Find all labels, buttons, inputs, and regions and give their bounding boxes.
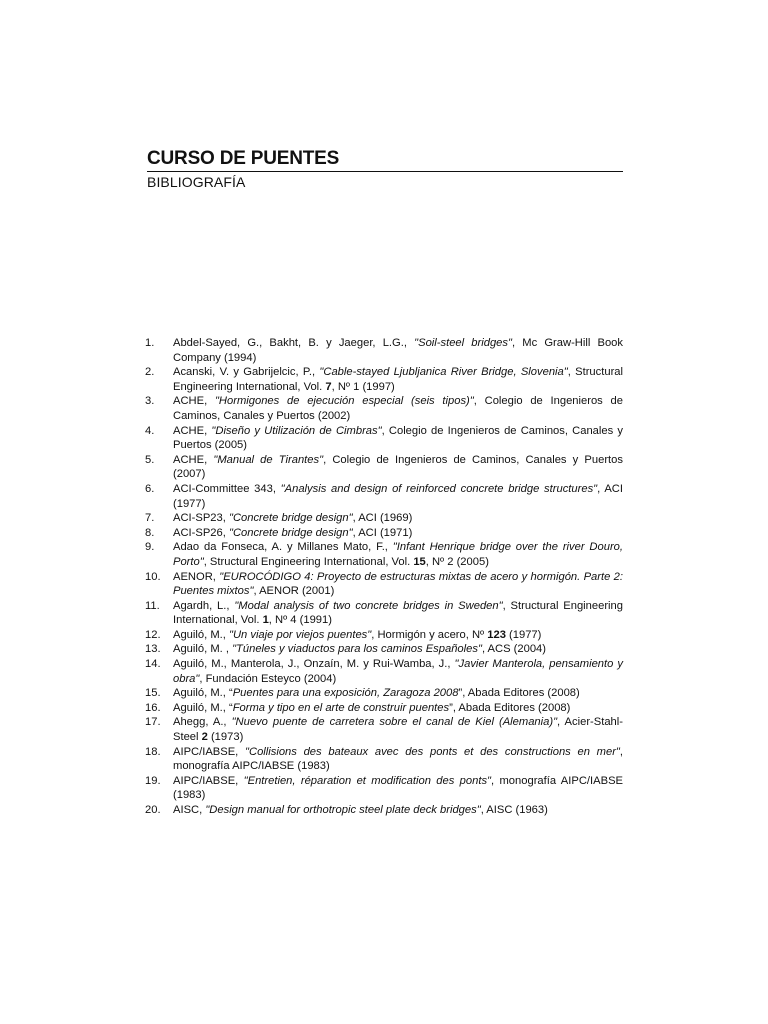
entry-title: "Entretien, réparation et modification des ponts"	[243, 774, 492, 787]
entry-number: 2.	[145, 366, 155, 379]
entry-publisher: ”, Abada Editores (2008)	[449, 701, 571, 714]
entry-issue: , Nº 4 (1991)	[268, 614, 332, 627]
bibliography-entry	[145, 628, 623, 643]
entry-title: "Cable-stayed Ljubljanica River Bridge, Slovenia"	[319, 366, 568, 379]
entry-title: "Concrete bridge design"	[228, 512, 353, 525]
entry-publisher: , monografía AIPC/IABSE (1983)	[173, 745, 623, 773]
bibliography-entry	[145, 701, 623, 716]
entry-publisher: , Structural Engineering International, Vol.	[173, 366, 623, 393]
entry-publisher: ”, Abada Editores (2008)	[458, 687, 580, 700]
entry-number: 13.	[145, 643, 161, 656]
entry-number: 14.	[145, 658, 161, 671]
entry-title: "Collisions des bateaux avec des ponts et des constructions en mer"	[245, 745, 620, 758]
entry-authors: ACHE,	[173, 453, 214, 466]
bibliography-entry	[145, 657, 623, 686]
entry-title: "Soil-steel bridges"	[414, 337, 512, 349]
bibliography-entry	[145, 453, 623, 482]
entry-title: "Analysis and design of reinforced concrete bridge structures"	[280, 482, 598, 495]
entry-title: "EUROCÓDIGO 4: Proyecto de estructuras mixtas de acero y hormigón. Parte 2: Puentes mixtos"	[173, 570, 623, 598]
entry-title: "Nuevo puente de carretera sobre el canal de Kiel (Alemania)"	[231, 716, 558, 729]
entry-issue: (1977)	[505, 628, 542, 641]
entry-number: 1.	[145, 337, 155, 349]
entry-authors: AIPC/IABSE,	[173, 774, 244, 787]
entry-number: 3.	[145, 395, 155, 408]
entry-authors: Abdel-Sayed, G., Bakht, B. y Jaeger, L.G.,	[173, 337, 415, 349]
entry-publisher: , Structural Engineering International, Vol.	[203, 555, 414, 568]
entry-volume: 15	[413, 555, 426, 568]
entry-authors: Aguiló, M., Manterola, J., Onzaín, M. y Rui-Wamba, J.,	[173, 658, 455, 671]
entry-title: Puentes para una exposición, Zaragoza 2008	[232, 687, 459, 700]
entry-authors: Aguiló, M. ,	[173, 643, 233, 656]
entry-authors: Ahegg, A.,	[173, 716, 232, 729]
entry-authors: Adao da Fonseca, A. y Millanes Mato, F.,	[173, 541, 393, 554]
entry-authors: ACI-Committee 343,	[173, 482, 281, 495]
entry-authors: ACI-SP26,	[173, 526, 229, 539]
entry-publisher: , ACI (1977)	[173, 482, 623, 510]
entry-number: 12.	[145, 628, 161, 641]
entry-number: 5.	[145, 453, 155, 466]
entry-title: "Un viaje por viejos puentes"	[228, 628, 372, 641]
entry-authors: Aguiló, M.,	[173, 628, 229, 641]
entry-publisher: , Fundación Esteyco (2004)	[199, 672, 337, 685]
bibliography-entry	[145, 540, 623, 569]
entry-title: "Túneles y viaductos para los caminos Españoles"	[232, 643, 482, 656]
entry-issue: , Nº 1 (1997)	[331, 380, 395, 393]
entry-number: 16.	[145, 701, 161, 714]
entry-issue: , Nº 2 (2005)	[425, 555, 489, 568]
entry-number: 4.	[145, 424, 155, 437]
entry-publisher: , Acier-Stahl-Steel	[173, 716, 623, 744]
entry-number: 9.	[145, 541, 155, 554]
bibliography-entry	[145, 394, 623, 423]
entry-publisher: , Mc Graw-Hill Book Company (1994)	[173, 337, 624, 364]
entry-publisher: , AENOR (2001)	[253, 585, 335, 598]
entry-number: 15.	[145, 687, 161, 700]
entry-number: 17.	[145, 716, 161, 729]
entry-title: "Javier Manterola, pensamiento y obra"	[173, 658, 623, 685]
bibliography-entry	[145, 599, 623, 628]
entry-publisher: , ACI (1969)	[352, 512, 413, 525]
entry-publisher: , monografía AIPC/IABSE (1983)	[173, 774, 623, 802]
bibliography-entry	[145, 715, 623, 744]
entry-title: "Manual de Tirantes"	[213, 453, 324, 466]
entry-volume: 123	[487, 628, 506, 641]
entry-number: 8.	[145, 526, 155, 539]
entry-publisher: , Colegio de Ingenieros de Caminos, Canales y Puertos (2002)	[173, 395, 623, 422]
bibliography-entry	[145, 511, 623, 526]
entry-number: 6.	[145, 482, 155, 495]
entry-publisher: , AISC (1963)	[480, 804, 548, 816]
entry-number: 18.	[145, 745, 161, 758]
entry-publisher: , Colegio de Ingenieros de Caminos, Canales y Puertos (2005)	[173, 424, 623, 452]
bibliography-entry	[145, 803, 623, 818]
entry-title: "Diseño y Utilización de Cimbras"	[211, 424, 382, 437]
document-header	[147, 148, 623, 191]
entry-number: 11.	[145, 599, 160, 612]
entry-publisher: , ACI (1971)	[352, 526, 413, 539]
bibliography-entry	[145, 642, 623, 657]
page-subtitle: BIBLIOGRAFÍA	[147, 174, 246, 190]
entry-title: "Infant Henrique bridge over the river Douro, Porto"	[173, 541, 623, 568]
entry-title: "Concrete bridge design"	[228, 526, 353, 539]
entry-publisher: , ACS (2004)	[481, 643, 546, 656]
entry-publisher: , Colegio de Ingenieros de Caminos, Canales y Puertos (2007)	[173, 453, 623, 481]
entry-title: "Modal analysis of two concrete bridges in Sweden"	[234, 599, 503, 612]
entry-number: 10.	[145, 570, 161, 583]
bibliography-list	[145, 336, 623, 818]
entry-authors: ACHE,	[173, 395, 215, 408]
entry-title: "Design manual for orthotropic steel plate deck bridges"	[205, 804, 481, 816]
bibliography-entry	[145, 526, 623, 541]
entry-publisher: , Structural Engineering International, Vol.	[173, 599, 623, 627]
bibliography-entry	[145, 570, 623, 599]
bibliography-entry	[145, 336, 623, 365]
entry-authors: AIPC/IABSE,	[173, 745, 246, 758]
entry-number: 19.	[145, 774, 161, 787]
bibliography-entry	[145, 424, 623, 453]
entry-number: 20.	[145, 804, 161, 816]
bibliography-entry	[145, 365, 623, 394]
bibliography-entry	[145, 686, 623, 701]
entry-volume: 1	[262, 614, 269, 627]
entry-title: Forma y tipo en el arte de construir puentes	[232, 701, 450, 714]
entry-issue: (1973)	[207, 731, 244, 744]
entry-authors: AENOR,	[173, 570, 220, 583]
entry-volume: 2	[201, 731, 208, 744]
entry-authors: ACI-SP23,	[173, 512, 229, 525]
bibliography-entry	[145, 774, 623, 803]
entry-authors: Acanski, V. y Gabrijelcic, P.,	[173, 366, 320, 379]
bibliography-entry	[145, 482, 623, 511]
entry-publisher: , Hormigón y acero, Nº	[371, 628, 488, 641]
entry-authors: ACHE,	[173, 424, 212, 437]
entry-title: "Hormigones de ejecución especial (seis tipos)"	[214, 395, 474, 408]
entry-authors: Aguiló, M., “	[173, 701, 233, 714]
entry-number: 7.	[145, 512, 155, 525]
entry-volume: 7	[325, 380, 332, 393]
entry-authors: Agardh, L.,	[173, 599, 235, 612]
bibliography-entry	[145, 745, 623, 774]
entry-authors: AISC,	[173, 804, 206, 816]
page-title: CURSO DE PUENTES	[147, 148, 623, 172]
entry-authors: Aguiló, M., “	[173, 687, 233, 700]
